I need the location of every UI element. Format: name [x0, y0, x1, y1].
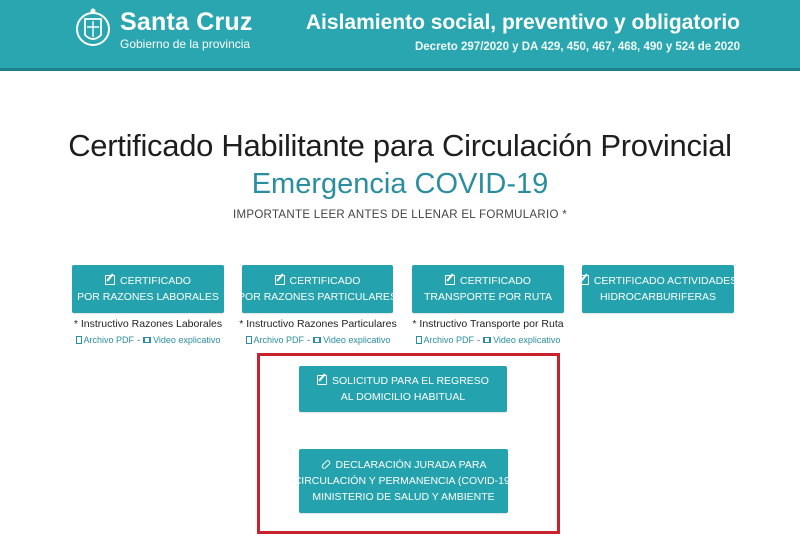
- brand-subtitle: Gobierno de la provincia: [120, 37, 251, 51]
- button-label-line1: CERTIFICADO: [289, 275, 361, 287]
- brand-name: Santa Cruz: [120, 8, 253, 36]
- declaracion-jurada-button[interactable]: [293, 449, 514, 513]
- instructivo-laborales-label: * Instructivo Razones Laborales: [73, 318, 223, 330]
- certificado-laborales-button[interactable]: [72, 265, 224, 313]
- solicitud-regreso-button[interactable]: [299, 366, 507, 412]
- button-label-line1: CERTIFICADO: [120, 275, 191, 287]
- link-separator: -: [307, 335, 311, 345]
- page-title: Certificado Habilitante para Circulación Provincial: [68, 128, 732, 163]
- important-note: IMPORTANTE LEER ANTES DE LLENAR EL FORMULARIO *: [232, 209, 568, 221]
- video-icon: [483, 337, 491, 343]
- edit-icon: [579, 275, 589, 285]
- video-link[interactable]: Video explicativo: [313, 335, 390, 345]
- pdf-icon: [246, 336, 252, 344]
- instructivo-laborales-links: [63, 335, 233, 345]
- certificado-particulares-button[interactable]: [238, 265, 397, 313]
- button-label-line2: HIDROCARBURIFERAS: [599, 291, 717, 303]
- button-label-line1: SOLICITUD PARA EL REGRESO: [332, 375, 489, 387]
- link-separator: -: [477, 335, 481, 345]
- provincial-shield-icon[interactable]: [75, 7, 111, 52]
- button-label-line2: POR RAZONES PARTICULARES: [238, 291, 397, 303]
- edit-icon: [317, 375, 327, 385]
- certificado-hidrocarburiferas-button[interactable]: [582, 265, 738, 313]
- header-info: [306, 10, 740, 54]
- instructivo-transporte-label: * Instructivo Transporte por Ruta: [412, 318, 564, 330]
- link-icon: [320, 459, 331, 470]
- pdf-icon: [416, 336, 422, 344]
- video-link[interactable]: Video explicativo: [483, 335, 560, 345]
- pdf-link[interactable]: Archivo PDF: [416, 335, 475, 345]
- header-title: Aislamiento social, preventivo y obligatorio: [305, 11, 740, 34]
- pdf-icon: [76, 336, 82, 344]
- instructivo-transporte-links: [403, 335, 573, 345]
- pdf-link[interactable]: Archivo PDF: [76, 335, 135, 345]
- button-label-line2: POR RAZONES LABORALES: [77, 291, 219, 303]
- button-label-line2: CIRCULACIÓN Y PERMANENCIA (COVID-19): [293, 475, 514, 487]
- pdf-link[interactable]: Archivo PDF: [246, 335, 305, 345]
- button-label-line1: CERTIFICADO: [460, 275, 531, 287]
- edit-icon: [275, 275, 285, 285]
- video-icon: [143, 337, 151, 343]
- certificado-transporte-button[interactable]: [412, 265, 564, 313]
- button-label-line1: DECLARACIÓN JURADA PARA: [335, 459, 487, 471]
- page-subtitle: Emergencia COVID-19: [251, 168, 549, 200]
- button-label-line1: CERTIFICADO ACTIVIDADES: [593, 275, 738, 287]
- video-link[interactable]: Video explicativo: [143, 335, 220, 345]
- instructivo-particulares-label: * Instructivo Razones Particulares: [239, 318, 397, 330]
- button-label-line3: MINISTERIO DE SALUD Y AMBIENTE: [312, 491, 495, 503]
- video-icon: [313, 337, 321, 343]
- brand[interactable]: [120, 8, 253, 51]
- button-label-line2: AL DOMICILIO HABITUAL: [340, 391, 466, 403]
- top-header: [0, 0, 800, 71]
- edit-icon: [105, 275, 115, 285]
- link-separator: -: [137, 335, 141, 345]
- instructivo-particulares-links: [233, 335, 403, 345]
- header-decree: Decreto 297/2020 y DA 429, 450, 467, 468, 490 y 524 de 2020: [414, 41, 740, 53]
- button-label-line2: TRANSPORTE POR RUTA: [424, 291, 552, 303]
- edit-icon: [445, 275, 455, 285]
